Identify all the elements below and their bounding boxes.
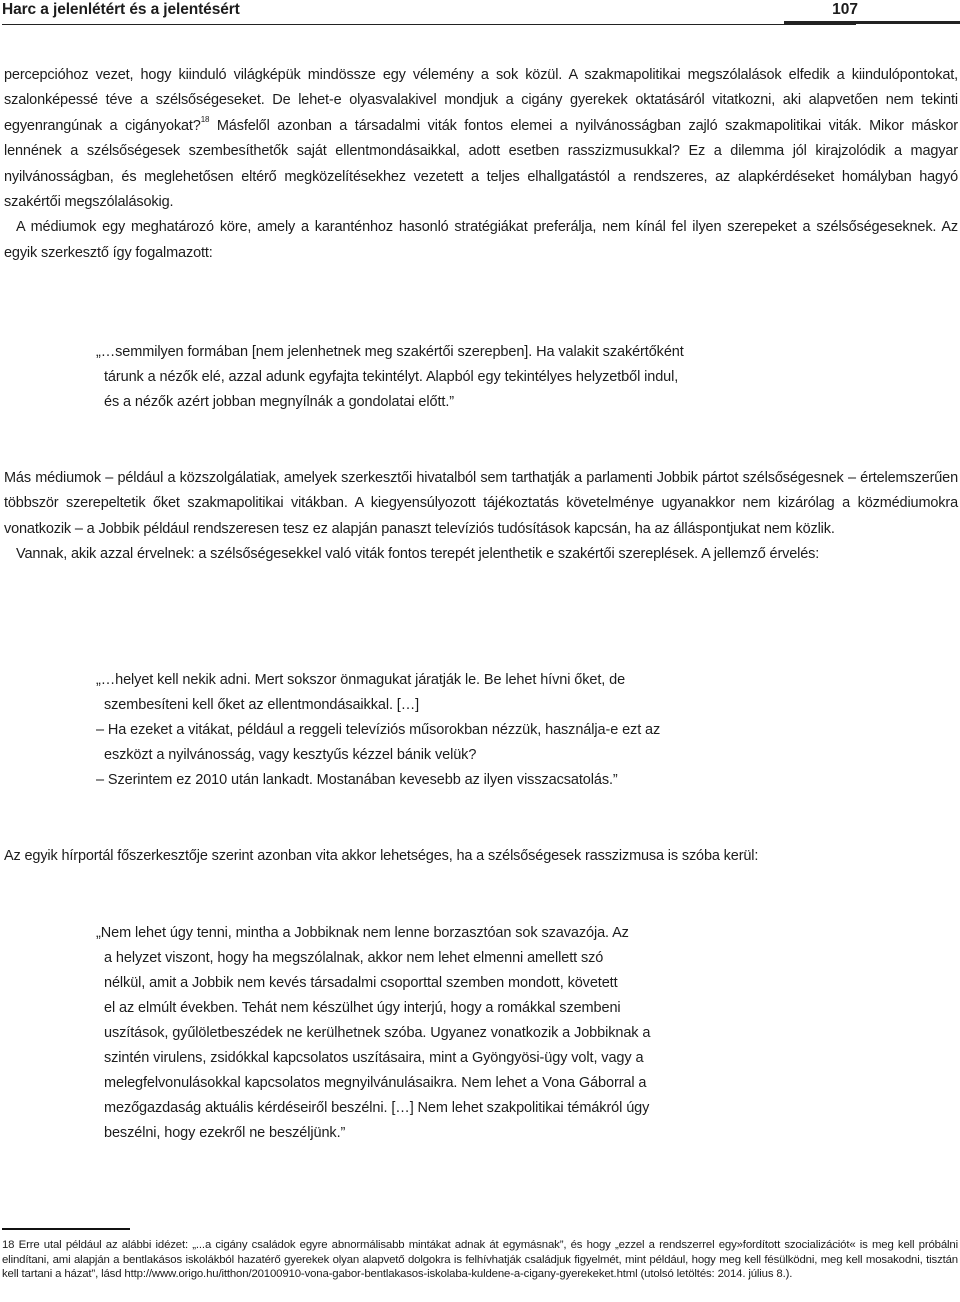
quote-line: uszítások, gyűlöletbeszédek ne kerülhetnek szóba. Ugyanez vonatkozik a Jobbiknak a [104,1025,651,1041]
paragraph-2: A médiumok egy meghatározó köre, amely a karanténhoz hasonló stratégiákat preferálja, nem kínál fel ilyen szerepeket a szélsőségeseknek. Az egyik szerkesztő így fogalmazott: [4,219,958,261]
footnote-separator [2,1228,130,1230]
quote-line: nélkül, amit a Jobbik nem kevés társadalmi csoporttal szemben mondott, követett [104,975,618,991]
quote-line: a helyzet viszont, hogy ha megszólalnak, akkor nem lehet elmenni amellett szó [104,950,604,966]
quote-line: szembesíteni kell őket az ellentmondásaikkal. […] [104,697,420,713]
body-text-block-3 [4,844,958,869]
page-number: 107 [832,1,858,18]
quote-line: „Nem lehet úgy tenni, mintha a Jobbiknak nem lenne borzasztóan sok szavazója. Az [96,925,629,941]
running-title: Harc a jelenlétért és a jelentésért [2,1,240,18]
quote-chief-editor [96,921,786,1146]
paragraph-5: Az egyik hírportál főszerkesztője szerint azonban vita akkor lehetséges, ha a szélsőségesek rasszizmusa is szóba kerül: [4,848,759,864]
quote-line: – Szerintem ez 2010 után lankadt. Mostanában kevesebb az ilyen visszacsatolás.” [96,772,618,788]
body-text-block-1 [4,63,958,266]
quote-line: „…semmilyen formában [nem jelenhetnek meg szakértői szerepben]. Ha valakit szakértőként [96,344,684,360]
quote-line: tárunk a nézők elé, azzal adunk egyfajta tekintélyt. Alapból egy tekintélyes helyzetből indul, [104,369,679,385]
body-text-block-2 [4,466,958,568]
paragraph-1-part-b: Másfelől azonban a társadalmi viták fontos elemei a nyilvánosságban zajló szakmapolitikai viták. Mikor máskor lennének a szélsőségesek szembesíthetők saját ellentmondásaikkal, adott esetben rasszizmusukkal? Ez a dilemma jól kirajzolódik a magyar nyilvánosságban, és meglehetősen eltérő megközelítésekhez vezetett a teljes elhallgatástól a rendszeres, az alapkérdéseket homályban hagyó szakértői megszólalásokig. [4,117,958,211]
paragraph-1-part-a: percepcióhoz vezet, hogy kiinduló világképük mindössze egy vélemény a sok közül. A szakmapolitikai megszólalások elfedik a kiindulópontokat, szalonképessé téve a szélsőségeseket. De lehet-e olyasvalakivel mondjuk a cigány gyerekek oktatásáról vitatkozni, aki alapvetően nem tekinti egyenrangúnak a cigányokat? [4,67,958,134]
footnote-18 [2,1238,958,1282]
paragraph-3: Más médiumok – például a közszolgálatiak, amelyek szerkesztői hivatalból sem tarthatják a parlamenti Jobbik pártot szélsőségesnek – értelemszerűen többször szerepeltetik őket szakmapolitikai vitákban. A kiegyensúlyozott tájékoztatás követelménye ugyanakkor nem kizárólag a közmédiumokra vonatkozik – a Jobbik például rendszeresen tesz ez alapján panaszt televíziós tudósítások kapcsán, ha az álláspontjukat nem közlik. [4,470,958,537]
footnote-ref-18[interactable]: 18 [200,114,210,124]
quote-line: el az elmúlt években. Tehát nem készülhet úgy interjú, hogy a romákkal szembeni [104,1000,621,1016]
quote-line: „…helyet kell nekik adni. Mert sokszor önmagukat járatják le. Be lehet hívni őket, de [96,672,626,688]
paragraph-4: Vannak, akik azzal érvelnek: a szélsőségesekkel való viták fontos terepét jelenthetik e szakértői szereplések. A jellemző érvelés: [16,546,820,563]
header-rule [2,24,856,25]
quote-argument [96,668,786,793]
paragraph-1 [4,63,958,215]
quote-line: szintén virulens, zsidókkal kapcsolatos uszításaira, mint a Gyöngyösi-ügy volt, vagy a [104,1050,644,1066]
quote-line: beszélni, hogy ezekről ne beszéljünk.” [104,1125,346,1141]
page-number-tab [784,21,960,24]
quote-line: mezőgazdaság aktuális kérdéseiről beszélni. […] Nem lehet szakpolitikai témákról úgy [104,1100,650,1116]
quote-line: melegfelvonulásokkal kapcsolatos megnyilvánulásaikra. Nem lehet a Vona Gáborral a [104,1075,647,1091]
quote-editor [96,340,786,415]
quote-line: eszközt a nyilvánosság, vagy kesztyűs kézzel bánik velük? [104,747,477,763]
quote-line: – Ha ezeket a vitákat, például a reggeli televíziós műsorokban nézzük, használja-e ezt az [96,722,661,738]
footnote-text: 18 Erre utal például az alábbi idézet: „...a cigány családok egyre abnormálisabb mintákat adnak át egymásnak”, és hogy „ezzel a rendszerrel egy»fordított szocializációt« is meg kell próbálni elindítani, ami alapján a bentlakásos iskolákból hazatérő gyerekek olyan alapvető dolgokra is felhívhatják családjuk figyelmét, mint például, hogy meg kell fésülködni, meg kell mosakodni, tisztán kell tartani a házat”, lásd http://www.origo.hu/itthon/20100910-vona-gabor-bentlakasos-iskolaba-kuldene-a-cigany-gyerekeket.html (utolsó letöltés: 2014. július 8.). [2,1239,958,1281]
page-header [2,0,958,30]
quote-line: és a nézők azért jobban megnyílnák a gondolatai előtt.” [104,394,454,410]
